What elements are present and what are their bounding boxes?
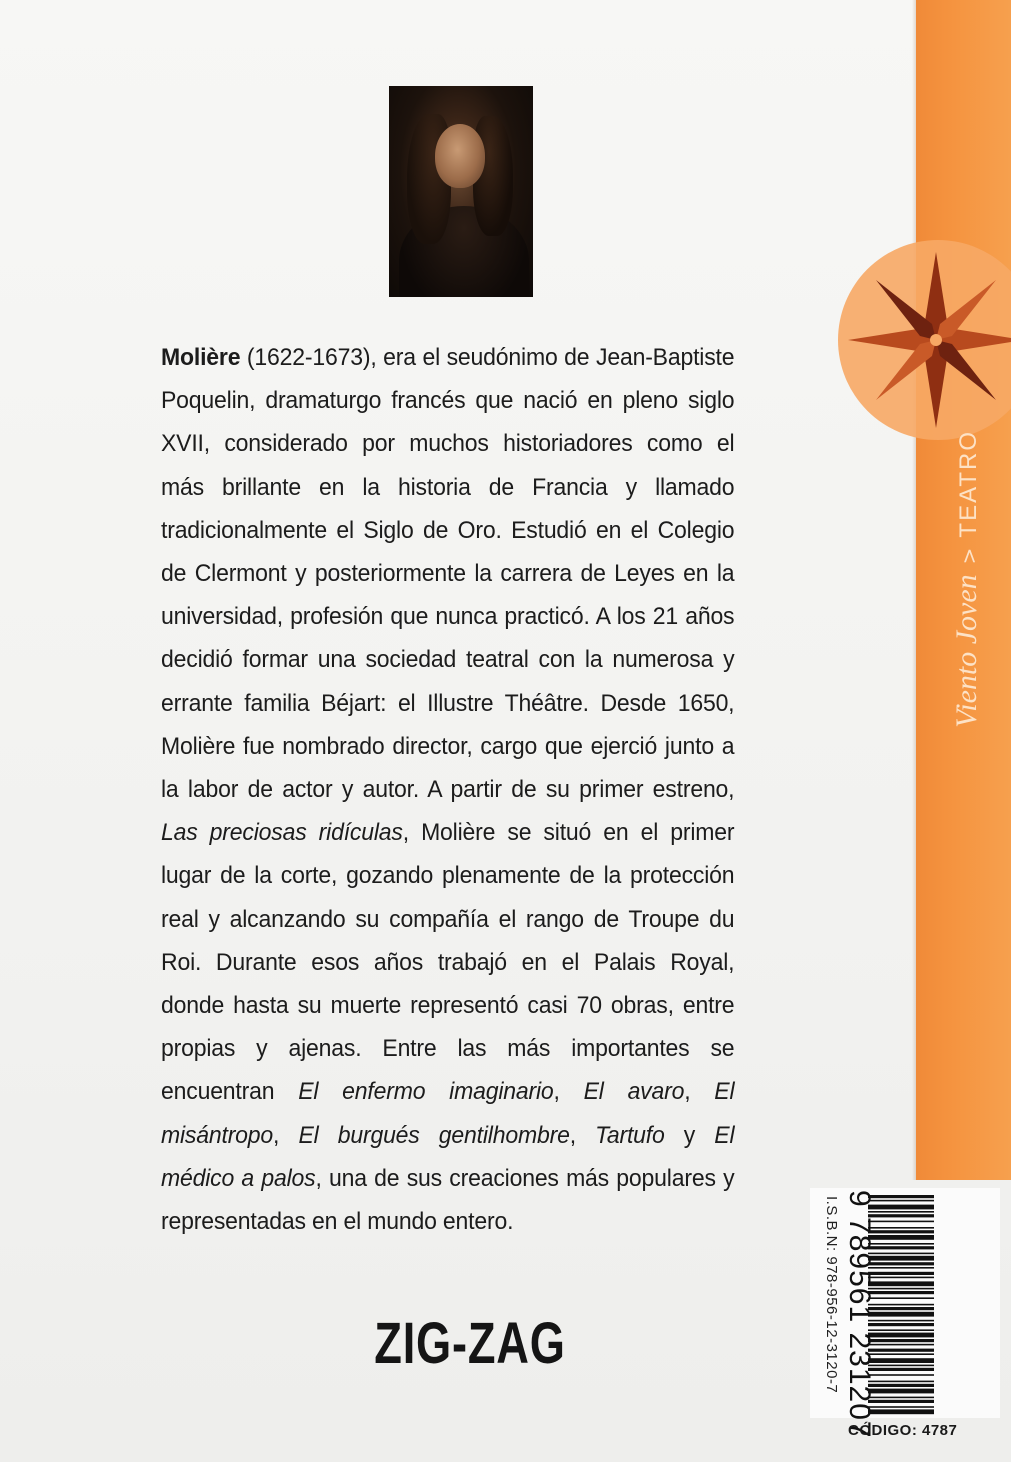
barcode-bar: [868, 1214, 934, 1217]
barcode-bar: [868, 1243, 934, 1245]
barcode-bar: [868, 1211, 934, 1213]
barcode-bar: [868, 1253, 934, 1255]
barcode-bar: [868, 1333, 934, 1338]
barcode-bar: [868, 1409, 934, 1414]
barcode-bar: [868, 1312, 934, 1317]
barcode-bar: [868, 1349, 934, 1352]
barcode-bar: [868, 1291, 934, 1294]
barcode-bar: [868, 1297, 934, 1299]
publisher-logo: ZIG-ZAG: [374, 1311, 566, 1376]
work-title: El avaro: [583, 1078, 685, 1106]
genre-label: TEATRO: [955, 430, 982, 538]
author-biography: Molière (1622-1673), era el seudónimo de Jean-Baptiste Poquelin, dramaturgo francés que nació en pleno siglo XVII, considerado por muchos historiadores como el más brillante en la historia de Francia y llamado tradicionalmente el Siglo de Oro. Estudió en el Colegio de Clermont y posteriormente la carrera de Leyes en la universidad, profesión que nunca practicó. A los 21 años decidió formar una sociedad teatral con la numerosa y errante familia Béjart: el Illustre Théâtre. Desde 1650, Molière fue nombrado director, cargo que ejerció junto a la labor de actor y autor. A partir de su primer estreno, Las preciosas ridículas, Molière se situó en el primer lugar de la corte, gozando plenamente de la protección real y alcanzando su compañía el rango de Troupe du Roi. Durante esos años trabajó en el Palais Royal, donde hasta su muerte representó casi 70 obras, entre propias y ajenas. Entre las más importantes se encuentran El enfermo imaginario, El avaro, El misántropo, El burgués gentilhombre, Tartufo y El médico a palos, una de sus creaciones más populares y representadas en el mundo entero.: [161, 344, 735, 1236]
barcode-bar: [868, 1230, 934, 1233]
series-name: Viento Joven: [950, 574, 983, 728]
barcode-bar: [868, 1397, 934, 1399]
barcode-bar: [868, 1365, 934, 1367]
barcode-bar: [868, 1344, 934, 1346]
isbn-text: I.S.B.N: 978-956-12-3120-7: [823, 1196, 840, 1394]
barcode-bar: [868, 1235, 934, 1240]
spine-series-label: [950, 430, 990, 830]
barcode-bar: [868, 1200, 934, 1202]
work-title: El misántropo: [161, 1078, 735, 1149]
author-name: Molière: [161, 344, 241, 371]
barcode-bar: [868, 1358, 934, 1363]
barcode-bar: [868, 1329, 934, 1331]
barcode-bar: [868, 1320, 934, 1322]
compass-star-icon: [818, 240, 1011, 440]
ean-digits: 9 789561 231207: [843, 1190, 876, 1439]
work-title: El burgués gentilhombre: [298, 1121, 570, 1149]
barcode-bar: [868, 1227, 934, 1229]
barcode-bar: [868, 1339, 934, 1342]
author-portrait: [389, 86, 533, 297]
barcode-bar: [868, 1256, 934, 1261]
barcode-bar: [868, 1221, 934, 1223]
work-title: Las preciosas ridículas: [161, 819, 403, 847]
barcode-bar: [868, 1267, 934, 1269]
barcode-bar: [868, 1205, 934, 1210]
barcode-bar: [868, 1281, 934, 1286]
barcode-bar: [868, 1288, 934, 1290]
barcode-bar: [868, 1246, 934, 1249]
chevron-right-icon: >: [957, 547, 981, 565]
barcode-bar: [868, 1307, 934, 1310]
work-title: El médico a palos: [161, 1121, 735, 1192]
work-title: Tartufo: [595, 1121, 665, 1149]
barcode-bar: [868, 1384, 934, 1387]
barcode-bar: [868, 1277, 934, 1279]
barcode-bar: [868, 1262, 934, 1265]
barcode-bar: [868, 1323, 934, 1326]
barcode-bar: [868, 1368, 934, 1371]
barcode-bar: [868, 1374, 934, 1376]
barcode-bar: [868, 1304, 934, 1306]
work-title: El enfermo imaginario: [298, 1078, 554, 1106]
barcode-bar: [868, 1389, 934, 1394]
barcode-bar: [868, 1195, 934, 1198]
product-code: CÓDIGO: 4787: [848, 1422, 958, 1439]
barcode-bar: [868, 1272, 934, 1275]
barcode-bar: [868, 1400, 934, 1403]
barcode-bar: [868, 1406, 934, 1408]
barcode: [868, 1193, 934, 1415]
barcode-bar: [868, 1353, 934, 1355]
barcode-bar: [868, 1381, 934, 1383]
